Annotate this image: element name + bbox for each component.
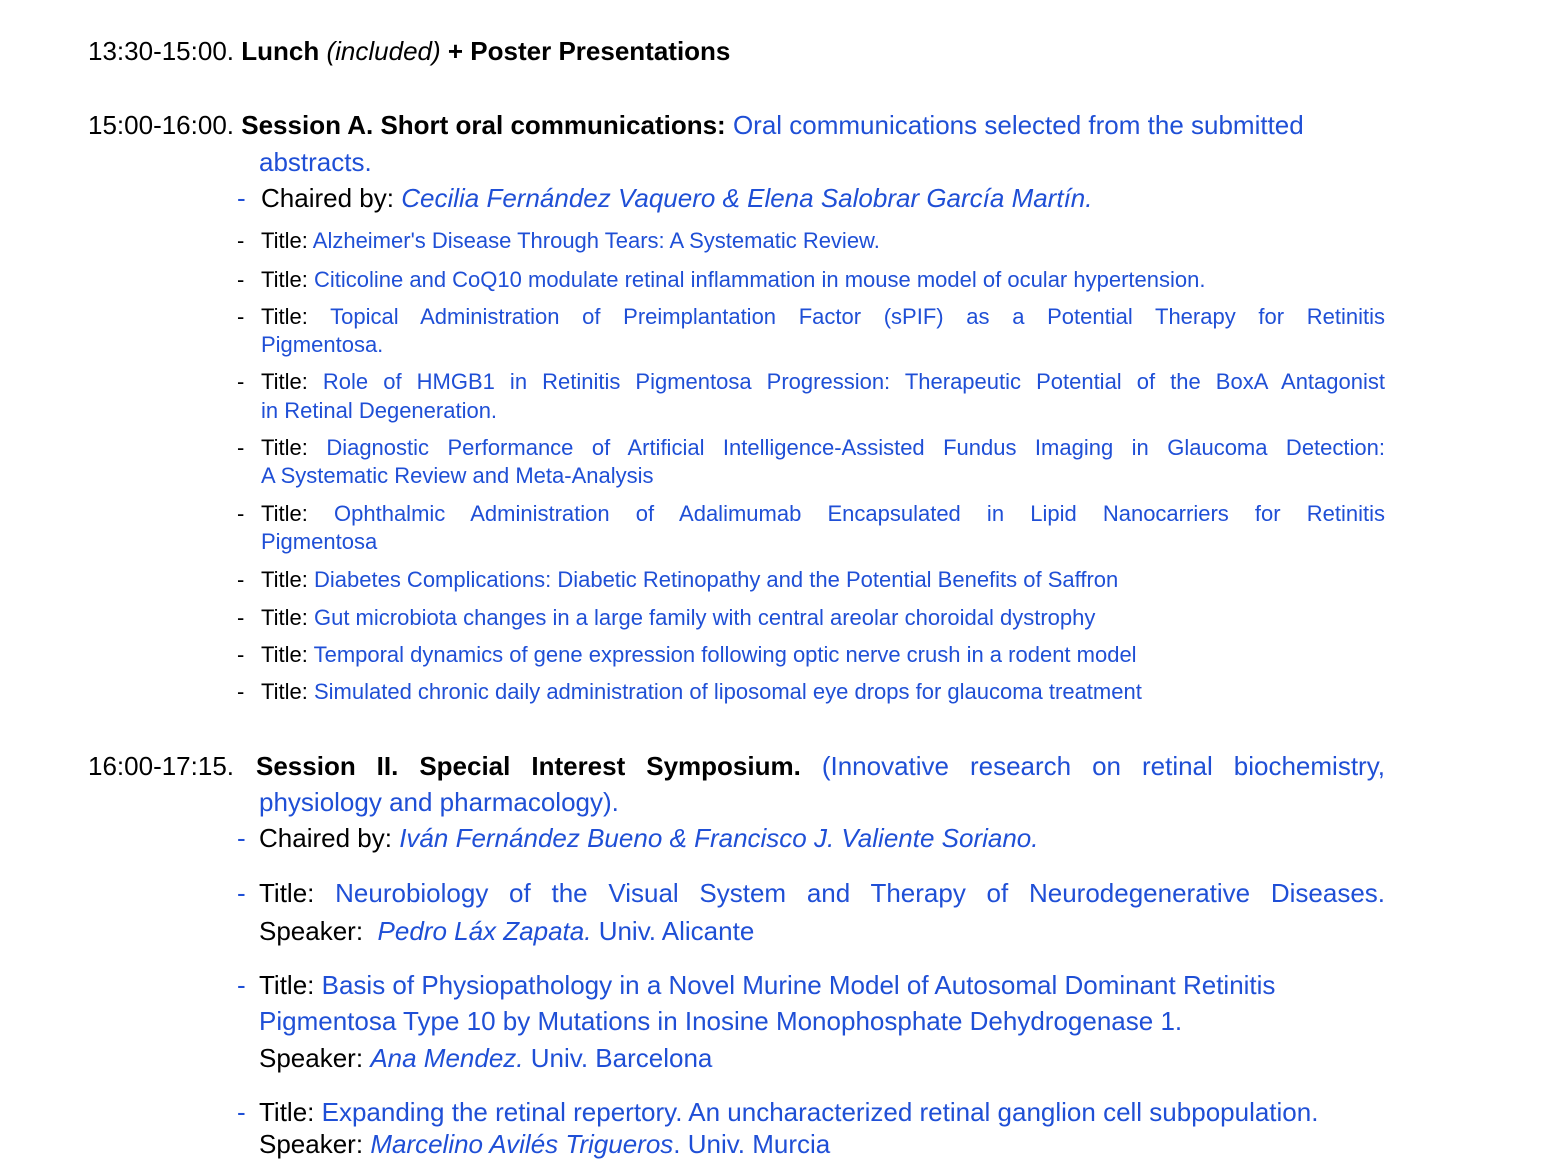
bullet-dash: - [237,679,245,704]
session-ii-chaired [259,823,1039,854]
talk-speaker-line [259,916,754,947]
item-title: Temporal dynamics of gene expression following optic nerve crush in a rodent model [313,642,1137,667]
item-title: Ophthalmic Administration of Adalimumab Encapsulated in Lipid Nanocarriers for Retinitis [334,501,1385,526]
list-item [261,304,1385,330]
bullet-dash: - [237,267,245,292]
speaker-label: Speaker: [259,916,364,946]
speaker-name: Marcelino Avilés Trigueros [370,1129,674,1159]
talk-title: Neurobiology of the Visual System and Therapy of Neurodegenerative Diseases. [335,878,1385,908]
lunch-included: (included) [326,36,441,66]
chaired-label: Chaired by: [261,183,394,213]
title-label: Title: [261,501,308,526]
talk-speaker-line [259,1129,830,1160]
lunch-title: Lunch [241,36,320,66]
item-title-cont: Pigmentosa. [261,332,384,357]
list-item [261,267,1205,293]
title-label: Title: [261,679,308,704]
item-title: Role of HMGB1 in Retinitis Pigmentosa Progression: Therapeutic Potential of the BoxA Antagonist [322,369,1385,394]
title-label: Title: [261,605,308,630]
bullet-dash: - [237,1097,246,1127]
list-item [261,567,1118,593]
session-a-time: 15:00-16:00. [88,110,235,140]
talk-title: Basis of Physiopathology in a Novel Murine Model of Autosomal Dominant Retinitis [321,970,1276,1000]
bullet-dash: - [237,567,245,592]
item-title: Gut microbiota changes in a large family with central areolar choroidal dystrophy [313,605,1096,630]
session-ii-time: 16:00-17:15. [88,751,235,781]
item-title: Alzheimer's Disease Through Tears: A Systematic Review. [312,228,880,253]
title-label: Title: [259,878,315,908]
speaker-name: Pedro Láx Zapata. [377,916,592,946]
session-ii-desc-cont: physiology and pharmacology). [259,787,619,817]
bullet-dash: - [237,228,245,253]
title-label: Title: [261,567,308,592]
talk-title: Expanding the retinal repertory. An uncharacterized retinal ganglion cell subpopulation. [321,1097,1319,1127]
speaker-affiliation: Univ. Alicante [598,916,755,946]
title-label: Title: [261,304,308,329]
talk-speaker-line [259,1043,712,1074]
title-label: Title: [261,435,308,460]
speaker-name: Ana Mendez. [370,1043,524,1073]
speaker-label: Speaker: [259,1043,364,1073]
list-item [261,501,1385,527]
session-ii-desc: (Innovative research on retinal biochemistry, [821,751,1385,781]
lunch-time: 13:30-15:00. [88,36,235,66]
session-a-chairs: Cecilia Fernández Vaquero & Elena Salobrar García Martín. [401,183,1093,213]
talk-title-cont: Pigmentosa Type 10 by Mutations in Inosine Monophosphate Dehydrogenase 1. [259,1006,1183,1036]
session-a-desc: Oral communications selected from the submitted [732,110,1304,140]
list-item [261,228,880,254]
list-item [261,679,1142,705]
speaker-affiliation: Univ. Barcelona [530,1043,713,1073]
bullet-dash: - [237,183,246,213]
session-ii-chairs: Iván Fernández Bueno & Francisco J. Valiente Soriano. [399,823,1039,853]
title-label: Title: [261,642,308,667]
lunch-rest: + Poster Presentations [447,36,731,66]
session-a-title: Session A. Short oral communications: [241,110,726,140]
title-label: Title: [261,228,308,253]
item-title: Simulated chronic daily administration of liposomal eye drops for glaucoma treatment [313,679,1142,704]
bullet-dash: - [237,642,245,667]
bullet-dash: - [237,970,246,1000]
bullet-dash: - [237,304,245,329]
talk-item [259,878,1385,909]
bullet-dash: - [237,369,245,394]
session-a-desc-cont: abstracts. [259,147,372,177]
speaker-label: Speaker: [259,1129,364,1159]
bullet-dash: - [237,501,245,526]
bullet-dash: - [237,435,245,460]
list-item [261,435,1385,461]
session-ii-title: Session II. Special Interest Symposium. [256,751,801,781]
chaired-label: Chaired by: [259,823,392,853]
list-item [261,642,1137,668]
title-label: Title: [261,369,308,394]
item-title-cont: in Retinal Degeneration. [261,398,498,423]
list-item [261,369,1385,395]
lunch-line [88,36,730,67]
session-a-header [88,110,1304,141]
bullet-dash: - [237,823,246,853]
item-title: Diagnostic Performance of Artificial Intelligence-Assisted Fundus Imaging in Glaucoma Detection: [326,435,1385,460]
title-label: Title: [259,1097,315,1127]
session-ii-header [256,751,1385,782]
talk-item [259,1097,1318,1128]
title-label: Title: [261,267,308,292]
speaker-affiliation: . Univ. Murcia [673,1129,831,1159]
list-item [261,605,1095,631]
bullet-dash: - [237,878,246,908]
item-title-cont: A Systematic Review and Meta-Analysis [261,463,654,488]
item-title-cont: Pigmentosa [261,529,378,554]
session-a-chaired [261,183,1092,214]
item-title: Topical Administration of Preimplantation Factor (sPIF) as a Potential Therapy for Retinitis [330,304,1385,329]
talk-item [259,970,1275,1001]
bullet-dash: - [237,605,245,630]
item-title: Diabetes Complications: Diabetic Retinopathy and the Potential Benefits of Saffron [313,567,1119,592]
item-title: Citicoline and CoQ10 modulate retinal inflammation in mouse model of ocular hypertension. [313,267,1206,292]
title-label: Title: [259,970,315,1000]
